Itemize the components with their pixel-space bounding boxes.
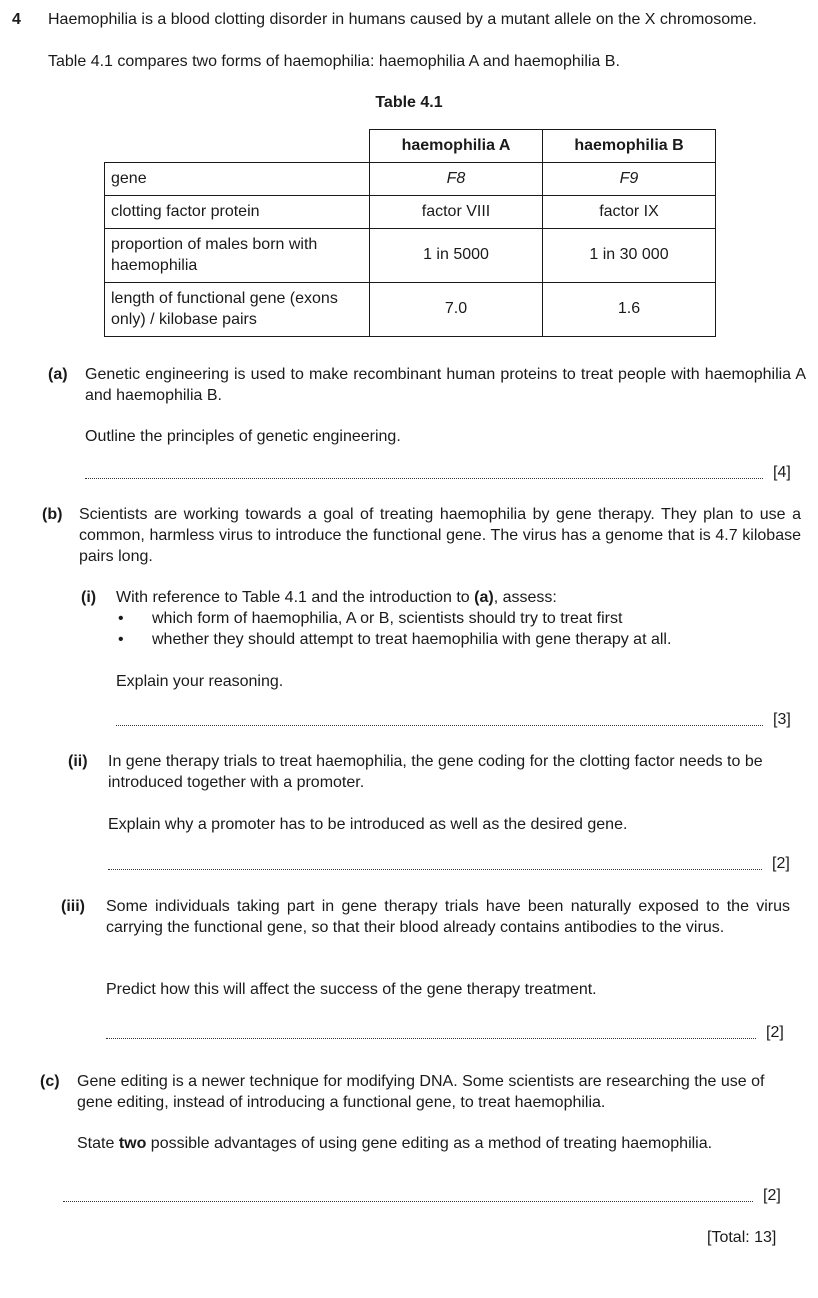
cell-a: factor VIII bbox=[370, 196, 543, 229]
part-c-label: (c) bbox=[40, 1073, 60, 1090]
part-b-i-bullet: whether they should attempt to treat haemophilia with gene therapy at all. bbox=[152, 631, 672, 648]
cell-b: factor IX bbox=[543, 196, 716, 229]
part-b-i-label: (i) bbox=[81, 589, 97, 606]
part-b-ii-text: In gene therapy trials to treat haemophilia, the gene coding for the clotting factor needs to be introduced together with a promoter. bbox=[108, 753, 763, 791]
part-c-marks: [2] bbox=[763, 1187, 781, 1204]
table-caption: Table 4.1 bbox=[375, 94, 443, 111]
part-b-ii-instruction: Explain why a promoter has to be introduced as well as the desired gene. bbox=[108, 816, 628, 833]
bullet-icon: • bbox=[118, 610, 124, 627]
table-4-1 bbox=[104, 129, 716, 337]
table-row bbox=[105, 283, 716, 337]
question-number: 4 bbox=[12, 11, 21, 28]
part-b-ii-label: (ii) bbox=[68, 753, 88, 770]
cell-b: 1.6 bbox=[543, 283, 716, 337]
part-c-instruction: State two possible advantages of using gene editing as a method of treating haemophilia. bbox=[77, 1135, 713, 1152]
answer-line-b-iii[interactable] bbox=[106, 1024, 756, 1039]
row-label: clotting factor protein bbox=[105, 196, 370, 229]
part-b-i-bullet: which form of haemophilia, A or B, scientists should try to treat first bbox=[152, 610, 623, 627]
part-a-marks: [4] bbox=[773, 464, 791, 481]
part-c-text: Gene editing is a newer technique for modifying DNA. Some scientists are researching the use of gene editing, instead of introducing a functional gene, to treat haemophilia. bbox=[77, 1073, 765, 1111]
table-header-row bbox=[105, 130, 716, 163]
part-b-text: Scientists are working towards a goal of treating haemophilia by gene therapy. They plan to use a common, harmless virus to introduce the functional gene. The virus has a genome that is 4.7 kilobase pairs long. bbox=[79, 506, 801, 565]
table-corner bbox=[105, 130, 370, 163]
table-row bbox=[105, 196, 716, 229]
part-a-text: Genetic engineering is used to make recombinant human proteins to treat people with haemophilia A and haemophilia B. bbox=[85, 366, 806, 404]
answer-line-b-ii[interactable] bbox=[108, 855, 762, 870]
cell-a: 7.0 bbox=[370, 283, 543, 337]
cell-a: 1 in 5000 bbox=[370, 229, 543, 283]
table-row bbox=[105, 229, 716, 283]
table-header-a: haemophilia A bbox=[370, 130, 543, 163]
part-b-i-instruction: Explain your reasoning. bbox=[116, 673, 284, 690]
answer-line-b-i[interactable] bbox=[116, 711, 763, 726]
row-label: gene bbox=[105, 163, 370, 196]
cell-b: F9 bbox=[543, 163, 716, 196]
part-b-i-marks: [3] bbox=[773, 711, 791, 728]
part-b-i-text: With reference to Table 4.1 and the introduction to (a), assess: bbox=[116, 589, 557, 606]
part-b-iii-label: (iii) bbox=[61, 898, 85, 915]
part-b-iii-marks: [2] bbox=[766, 1024, 784, 1041]
part-a-instruction: Outline the principles of genetic engineering. bbox=[85, 428, 401, 445]
part-b-iii-text: Some individuals taking part in gene therapy trials have been naturally exposed to the virus carrying the functional gene, so that their blood already contains antibodies to the virus. bbox=[106, 898, 790, 936]
table-intro: Table 4.1 compares two forms of haemophilia: haemophilia A and haemophilia B. bbox=[48, 53, 620, 70]
table-row bbox=[105, 163, 716, 196]
row-label: proportion of males born with haemophilia bbox=[105, 229, 370, 283]
question-intro: Haemophilia is a blood clotting disorder in humans caused by a mutant allele on the X chromosome. bbox=[48, 11, 757, 28]
part-b-label: (b) bbox=[42, 506, 63, 523]
table-header-b: haemophilia B bbox=[543, 130, 716, 163]
part-a-label: (a) bbox=[48, 366, 68, 383]
bullet-icon: • bbox=[118, 631, 124, 648]
total-marks: [Total: 13] bbox=[707, 1229, 777, 1246]
part-b-ii-marks: [2] bbox=[772, 855, 790, 872]
answer-line-c[interactable] bbox=[63, 1187, 753, 1202]
row-label: length of functional gene (exons only) / kilobase pairs bbox=[105, 283, 370, 337]
answer-line-a[interactable] bbox=[85, 464, 763, 479]
cell-b: 1 in 30 000 bbox=[543, 229, 716, 283]
cell-a: F8 bbox=[370, 163, 543, 196]
part-b-iii-instruction: Predict how this will affect the success of the gene therapy treatment. bbox=[106, 981, 597, 998]
